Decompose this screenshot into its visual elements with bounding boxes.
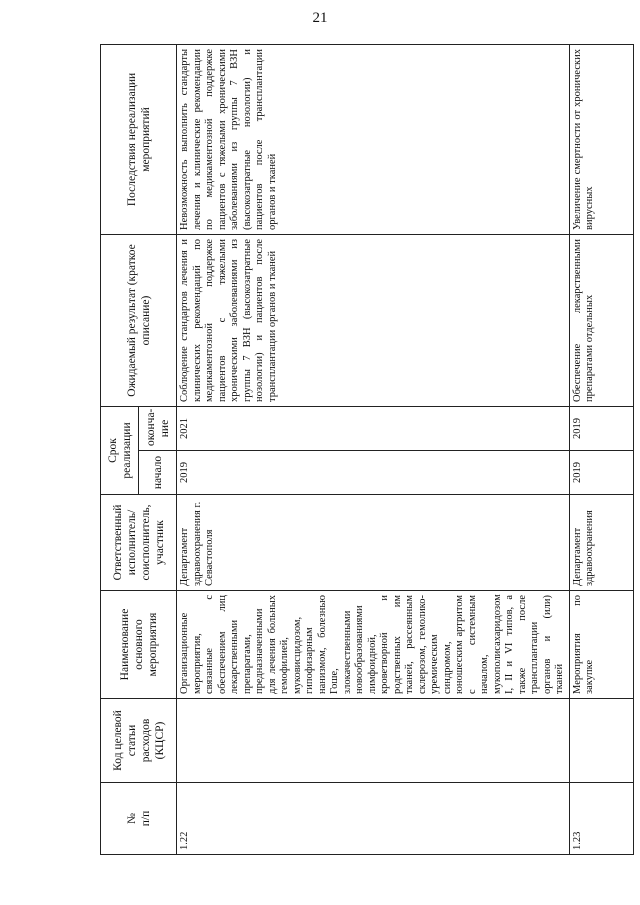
row-result: Соблюдение стандартов лечения и клинических рекомендаций по медикаментозной поддержке пациентов с тяжелыми хроническими заболеваниями из группы 7 ВЗН (высокозатратные нозологии) и пациентов после трансплантации органов и тканей xyxy=(177,235,570,407)
row-name: Мероприятия по закупке xyxy=(569,591,633,699)
row-num: 1.22 xyxy=(177,783,570,855)
header-num: № п/п xyxy=(101,783,177,855)
row-code xyxy=(177,699,570,783)
row-end: 2019 xyxy=(569,407,633,451)
measures-table xyxy=(100,44,634,855)
table-row xyxy=(569,45,633,855)
header-executor: Ответственный исполнитель/ соисполнитель, участник xyxy=(101,495,177,591)
row-code xyxy=(569,699,633,783)
row-executor: Департамент здравоохранения xyxy=(569,495,633,591)
header-code: Код целевой статьи расходов (КЦСР) xyxy=(101,699,177,783)
row-num: 1.23 xyxy=(569,783,633,855)
header-result: Ожидаемый результат (краткое описание) xyxy=(101,235,177,407)
row-consequences: Невозможность выполнить стандарты лечения и клинические рекомендации по медикаментозной поддержке пациентов с тяжелыми хроническими заболеваниями из группы 7 ВЗН (высокозатратные нозологии) и пациентов после трансплантации органов и тканей xyxy=(177,45,570,235)
header-consequences: Последствия нереализации мероприятий xyxy=(101,45,177,235)
table-row xyxy=(177,45,570,855)
row-end: 2021 xyxy=(177,407,570,451)
header-name: Наименование основного мероприятия xyxy=(101,591,177,699)
row-result: Обеспечение лекарственными препаратами отдельных xyxy=(569,235,633,407)
header-start: начало xyxy=(139,451,177,495)
rotated-table-container xyxy=(100,45,610,855)
page-number: 21 xyxy=(312,10,328,26)
row-name: Организационные мероприятия, связанные с обеспечением лиц лекарственными препаратами, предназначенными для лечения больных гемофилией, муковисцидозом, гипофизарным нанизмом, болезнью Гоше, злокачественными новообразованиями лимфоидной, кроветворной и родственных им тканей, рассеянным склерозом, гемолико-уремическим синдромом, юношеским артритом с системным началом, мукополисахаридозом I, II и VI типов, а также после трансплантации органов и (или) тканей xyxy=(177,591,570,699)
row-start: 2019 xyxy=(569,451,633,495)
header-end: оконча- ние xyxy=(139,407,177,451)
header-period: Срок реализации xyxy=(101,407,139,495)
row-executor: Департамент здравоохранения г. Севастополя xyxy=(177,495,570,591)
row-consequences: Увеличение смертности от хронических вирусных xyxy=(569,45,633,235)
row-start: 2019 xyxy=(177,451,570,495)
